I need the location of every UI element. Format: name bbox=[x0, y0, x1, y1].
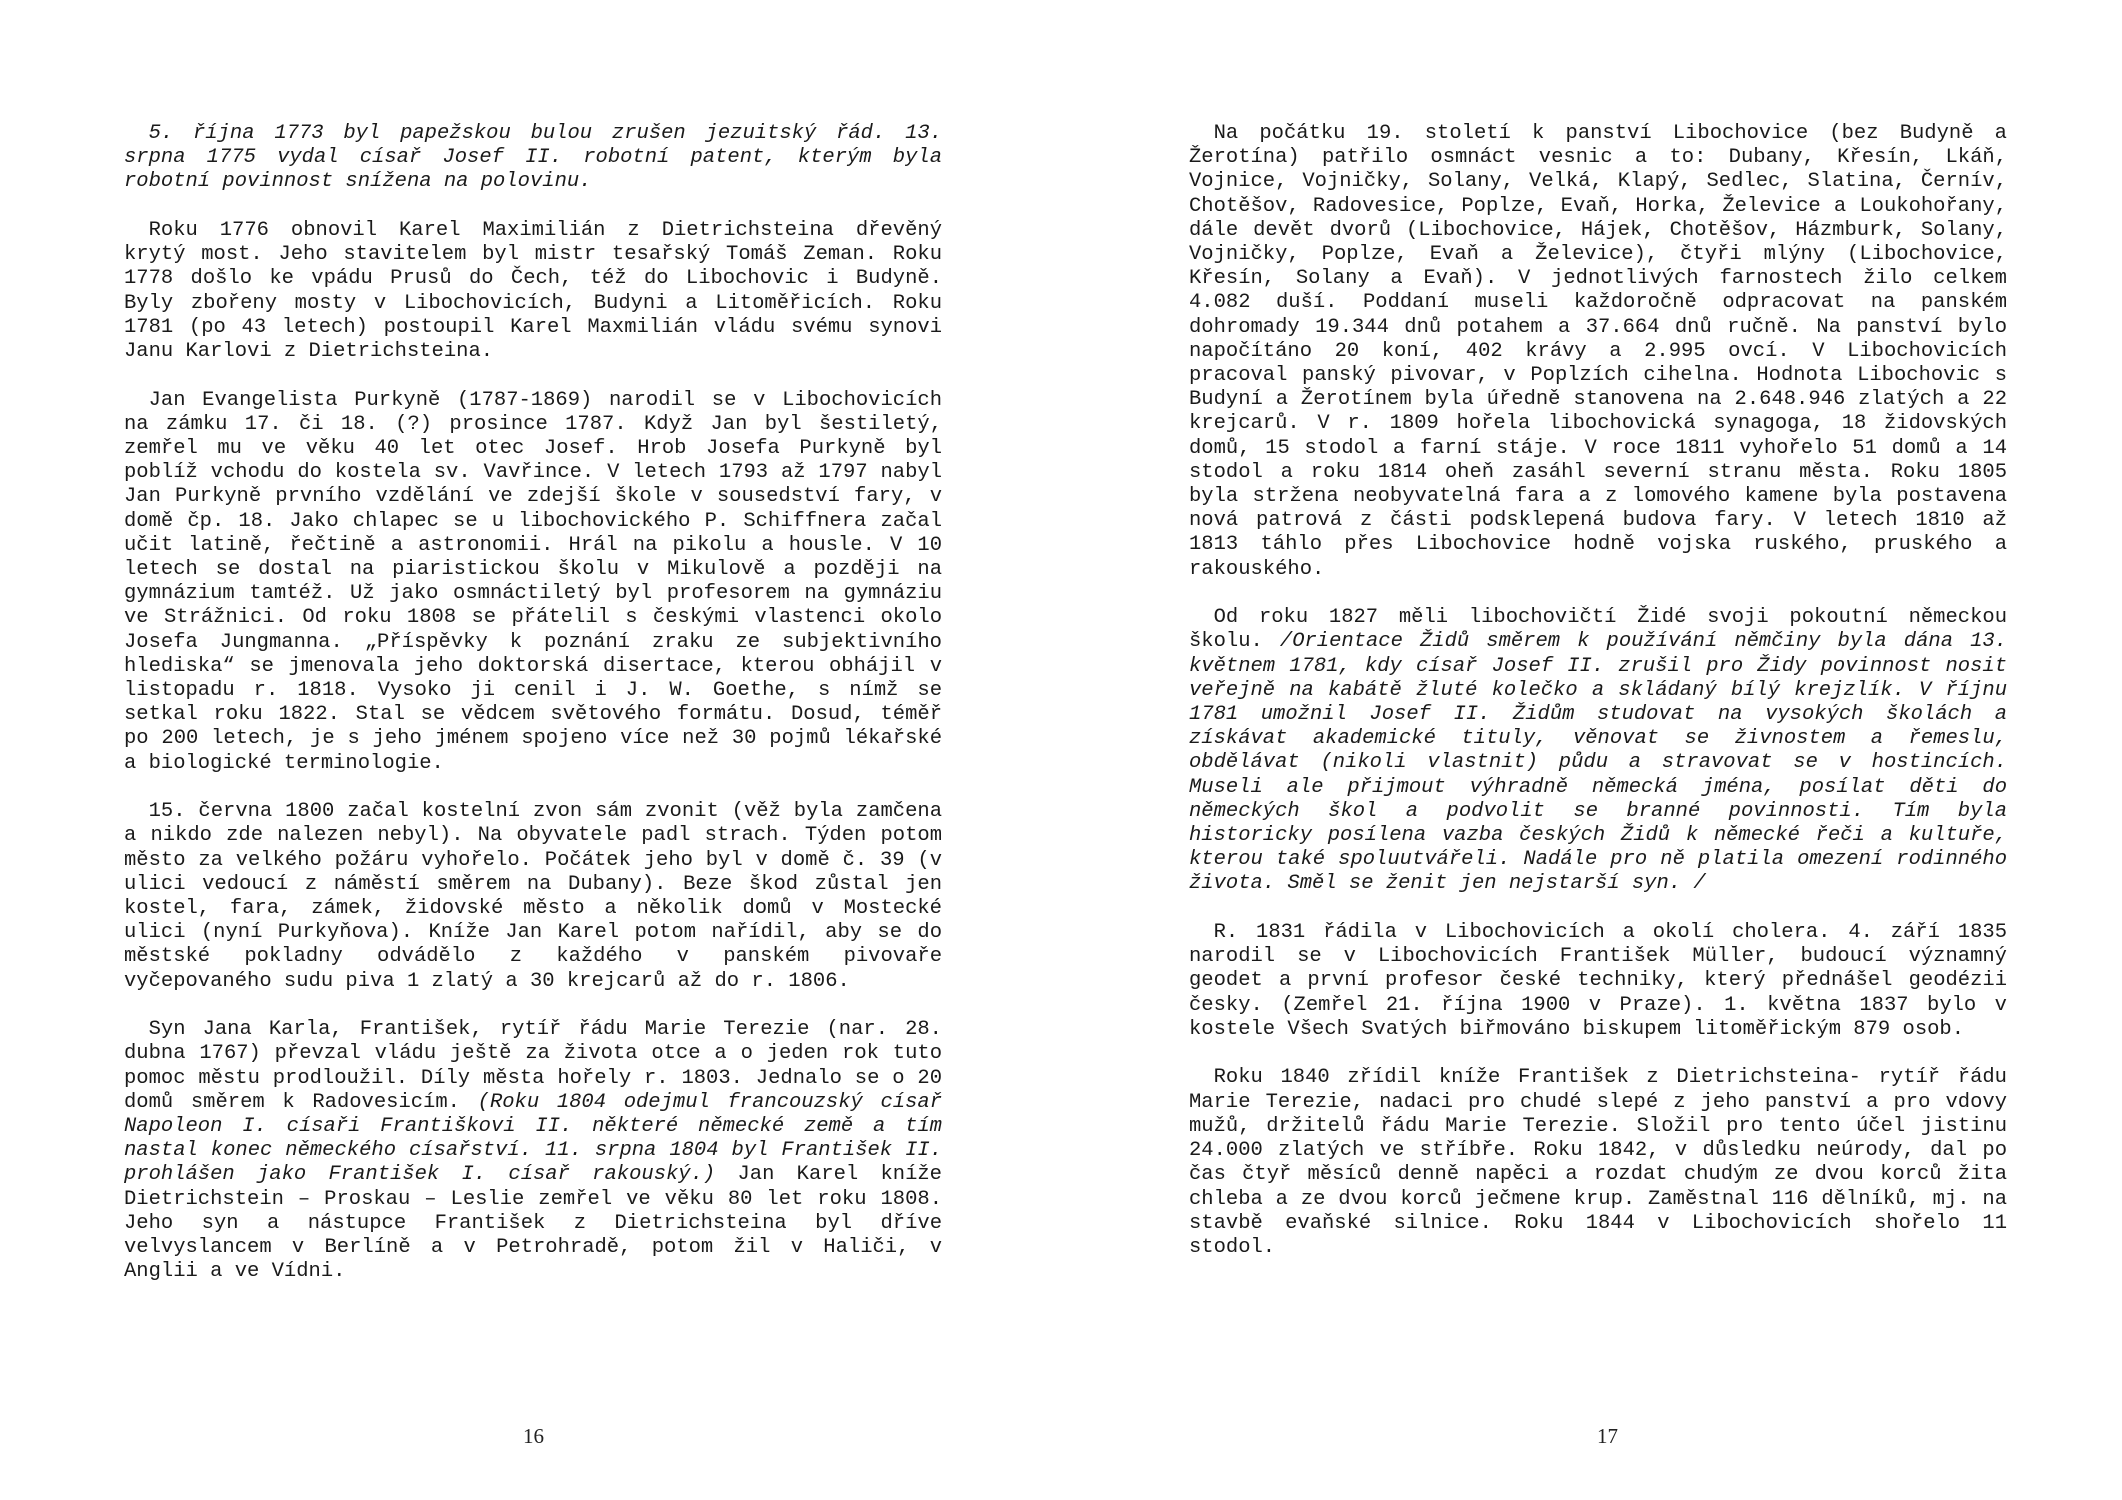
paragraph bbox=[1189, 921, 2007, 1042]
paragraph bbox=[124, 800, 942, 994]
page-number: 17 bbox=[1597, 1424, 1618, 1448]
text-segment: Roku 1840 zřídil kníže František z Dietrichsteina- rytíř řádu Marie Terezie, nadaci pro chudé slepé z jeho panství a pro vdovy mužů, držitelů řádu Marie Terezie. Složil pro tento účel jistinu 24.000 zlatých ve stříbře. Roku 1842, v důsledku neúrody, dal po čas čtyř měsíců denně napěci a rozdat chudým ze dvou korců žita chleba a ze dvou korců ječmene krup. Zaměstnal 116 dělníků, mj. na stavbě evaňské silnice. Roku 1844 v Libochovicích shořelo 11 stodol. bbox=[1189, 1066, 2007, 1259]
italic-text-segment: (Roku 1804 odejmul francouzský císař Napoleon I. císaři Františkovi II. některé německé země a tím nastal konec německého císařství. 11. srpna 1804 byl František II. prohlášen jako František I. císař rakouský.) bbox=[124, 1090, 942, 1187]
paragraph bbox=[124, 219, 942, 364]
paragraph bbox=[1189, 122, 2007, 582]
right-page-text-column bbox=[1189, 122, 2007, 1285]
text-segment: R. 1831 řádila v Libochovicích a okolí cholera. 4. září 1835 narodil se v Libochovicích František Müller, budoucí významný geodet a první profesor české techniky, který přednášel geodézii česky. (Zemřel 21. října 1900 v Praze). 1. května 1837 bylo v kostele Všech Svatých biřmováno biskupem litoměřickým 879 osob. bbox=[1189, 921, 2007, 1041]
paragraph bbox=[124, 389, 942, 776]
text-segment: Syn Jana Karla, František, rytíř řádu Marie Terezie (nar. 28. dubna 1767) převzal vládu ještě za života otce a o jeden rok tuto pomoc městu prodloužil. Díly města hořely r. 1803. Jednalo se o 20 domů směrem k Radovesicím. bbox=[124, 1018, 942, 1114]
right-page bbox=[1061, 0, 2122, 1500]
text-segment: Jan Karel kníže Dietrichstein – Proskau – Leslie zemřel ve věku 80 let roku 1808. Jeho syn a nástupce František z Dietrichsteina byl dříve velvyslancem v Berlíně a v Petrohradě, potom žil v Haliči, v Anglii a ve Vídni. bbox=[124, 1163, 942, 1284]
text-segment: 15. června 1800 začal kostelní zvon sám zvonit (věž byla zamčena a nikdo zde nalezen nebyl). Na obyvatele padl strach. Týden potom město za velkého požáru vyhořelo. Počátek jeho byl v domě č. 39 (v ulici vedoucí z náměstí směrem na Dubany). Beze škod zůstal jen kostel, fara, zámek, židovské město a několik domů v Mostecké ulici (nyní Purkyňova). Kníže Jan Karel potom nařídil, aby se do městské pokladny odvádělo z každého v panském pivovaře vyčepovaného sudu piva 1 zlatý a 30 krejcarů až do r. 1806. bbox=[124, 800, 942, 993]
paragraph bbox=[124, 1018, 942, 1284]
paragraph bbox=[1189, 606, 2007, 896]
page-number: 16 bbox=[523, 1424, 544, 1448]
text-segment: Od roku 1827 měli libochovičtí Židé svoji pokoutní německou školu. bbox=[1189, 606, 2007, 654]
italic-text-segment: /Orientace Židů směrem k používání němčiny byla dána 13. květnem 1781, kdy císař Josef II. zrušil pro Židy povinnost nosit veřejně na kabátě žluté kolečko a skládaný bílý krejzlík. V říjnu 1781 umožnil Josef II. Židům studovat na vysokých školách a získávat akademické tituly, věnovat se živnostem a řemeslu, obdělávat (nikoli vlastnit) půdu a stravovat se v hostincích. Museli ale přijmout výhradně německá jména, posílat děti do německých škol a podvolit se branné povinnosti. Tím byla historicky posílena vazba českých Židů k německé řeči a kultuře, kterou také spoluutvářeli. Nadále pro ně platila omezení rodinného života. Směl se ženit jen nejstarší syn. / bbox=[1189, 630, 2007, 896]
paragraph bbox=[124, 122, 942, 195]
left-page-text-column bbox=[124, 122, 942, 1309]
paragraph bbox=[1189, 1066, 2007, 1260]
text-segment: Jan Evangelista Purkyně (1787-1869) narodil se v Libochovicích na zámku 17. či 18. (?) prosince 1787. Když Jan byl šestiletý, zemřel mu ve věku 40 let otec Josef. Hrob Josefa Purkyně byl poblíž vchodu do kostela sv. Vavřince. V letech 1793 až 1797 nabyl Jan Purkyně prvního vzdělání ve zdejší škole v sousedství fary, v domě čp. 18. Jako chlapec se u libochovického P. Schiffnera začal učit latině, řečtině a astronomii. Hrál na pikolu a housle. V 10 letech se dostal na piaristickou školu v Mikulově a později na gymnázium tamtéž. Už jako osmnáctiletý byl profesorem na gymnáziu ve Strážnici. Od roku 1808 se přátelil s českými vlastenci okolo Josefa Jungmanna. „Příspěvky k poznání zraku ze subjektivního hlediska“ se jmenovala jeho doktorská disertace, kterou obhájil v listopadu r. 1818. Vysoko ji cenil i J. W. Goethe, s nímž se setkal roku 1822. Stal se vědcem světového formátu. Dosud, téměř po 200 letech, je s jeho jménem spojeno více než 30 pojmů lékařské a biologické terminologie. bbox=[124, 388, 942, 775]
text-segment: Na počátku 19. století k panství Libochovice (bez Budyně a Žerotína) patřilo osmnáct vesnic a to: Dubany, Křesín, Lkáň, Vojnice, Vojničky, Solany, Velká, Klapý, Sedlec, Slatina, Černív, Chotěšov, Radovesice, Poplze, Evaň, Horka, Želevice a Loukohořany, dále devět dvorů (Libochovice, Hájek, Chotěšov, Házmburk, Solany, Vojničky, Poplze, Evaň a Želevice), čtyři mlýny (Libochovice, Křesín, Solany a Evaň). V jednotlivých farnostech žilo celkem 4.082 duší. Poddaní museli každoročně odpracovat na panském dohromady 19.344 dnů potahem a 37.664 dnů ručně. Na panství bylo napočítáno 20 koní, 402 krávy a 2.995 ovcí. V Libochovicích pracoval panský pivovar, v Poplzích cihelna. Hodnota Libochovic s Budyní a Žerotínem byla úředně stanovena na 2.648.946 zlatých a 22 krejcarů. V r. 1809 hořela libochovická synagoga, 18 židovských domů, 15 stodol a farní stáje. V roce 1811 vyhořelo 51 domů a 14 stodol a roku 1814 oheň zasáhl severní stranu města. Roku 1805 byla stržena neobyvatelná fara a z lomového kamene byla postavena nová patrová z části podsklepená budova fary. V letech 1810 až 1813 táhlo přes Libochovice hodně vojska ruského, pruského a rakouského. bbox=[1189, 122, 2007, 581]
italic-text-segment: 5. října 1773 byl papežskou bulou zrušen jezuitský řád. 13. srpna 1775 vydal císař Josef II. robotní patent, kterým byla robotní povinnost snížena na polovinu. bbox=[124, 122, 942, 194]
text-segment: Roku 1776 obnovil Karel Maximilián z Dietrichsteina dřevěný krytý most. Jeho stavitelem byl mistr tesařský Tomáš Zeman. Roku 1778 došlo ke vpádu Prusů do Čech, též do Libochovic i Budyně. Byly zbořeny mosty v Libochovicích, Budyni a Litoměřicích. Roku 1781 (po 43 letech) postoupil Karel Maxmilián vládu svému synovi Janu Karlovi z Dietrichsteina. bbox=[124, 219, 942, 364]
